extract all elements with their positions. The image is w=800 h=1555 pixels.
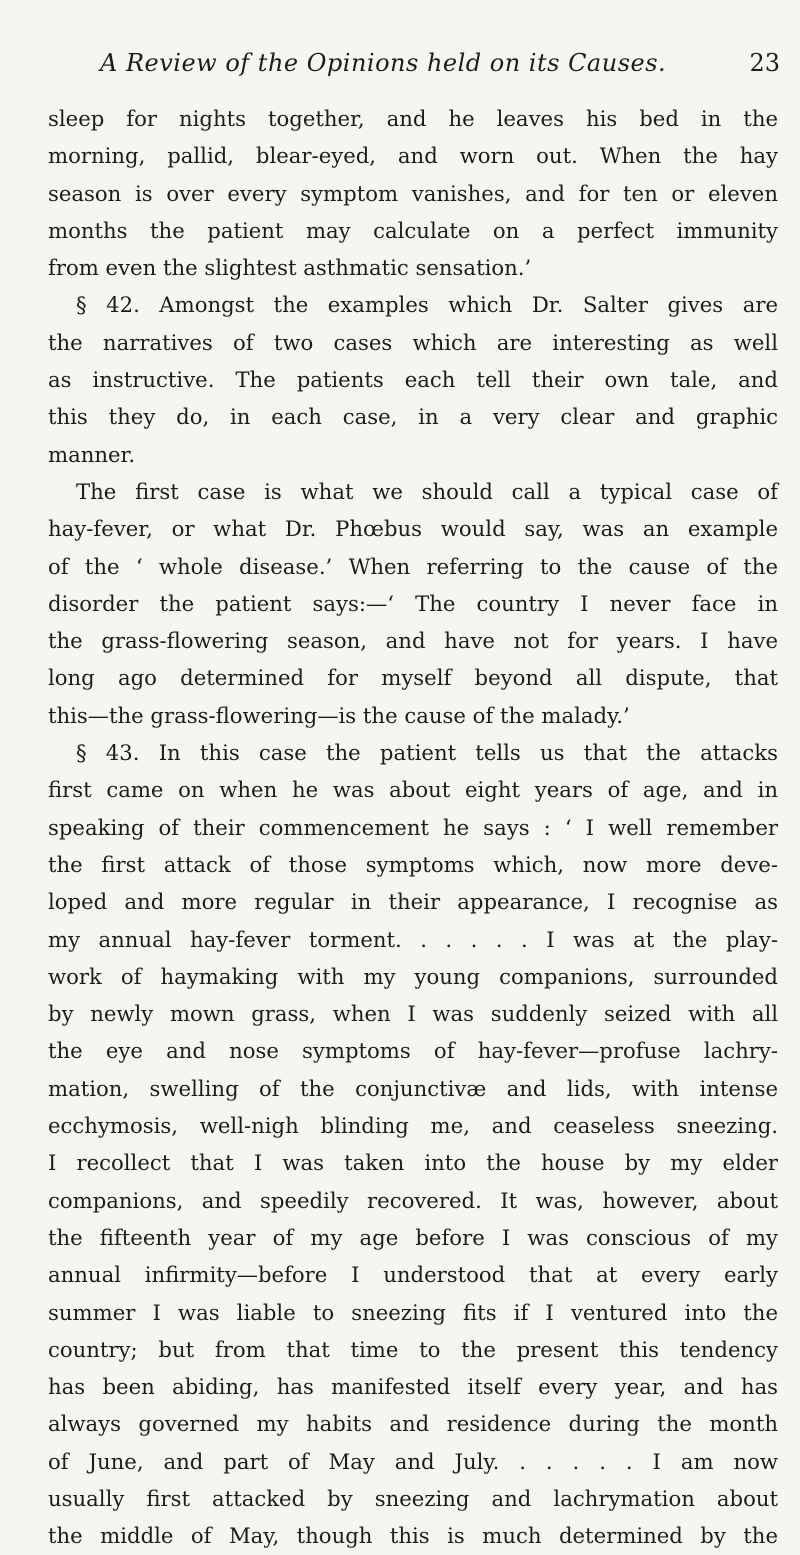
body-text xyxy=(48,100,778,1555)
text-line: usually first attacked by sneezing and lachrymation about xyxy=(48,1485,778,1511)
text-line: long ago determined for myself beyond all dispute, that xyxy=(48,665,778,691)
text-line: the grass-flowering season, and have not for years. I have xyxy=(48,628,778,654)
text-line: disorder the patient says:—‘ The country I never face in xyxy=(48,590,778,616)
text-line: ecchymosis, well-nigh blinding me, and ceaseless sneezing. xyxy=(48,1113,778,1139)
text-line: morning, pallid, blear-eyed, and worn out. When the hay xyxy=(48,143,778,169)
text-line: manner. xyxy=(48,441,136,467)
text-line: mation, swelling of the conjunctivæ and lids, with intense xyxy=(48,1075,778,1101)
text-line: work of haymaking with my young companions, surrounded xyxy=(48,963,778,989)
text-line: the first attack of those symptoms which, now more deve- xyxy=(48,851,778,877)
text-line: speaking of their commencement he says : ‘ I well remember xyxy=(48,814,778,840)
page-number: 23 xyxy=(749,49,780,77)
text-line: country; but from that time to the present this tendency xyxy=(48,1336,778,1362)
text-line: has been abiding, has manifested itself every year, and has xyxy=(48,1374,778,1400)
text-line: by newly mown grass, when I was suddenly seized with all xyxy=(48,1001,778,1027)
text-line: as instructive. The patients each tell their own tale, and xyxy=(48,367,778,393)
text-line: this they do, in each case, in a very clear and graphic xyxy=(48,404,778,430)
text-line: season is over every symptom vanishes, and for ten or eleven xyxy=(48,180,778,206)
text-line: from even the slightest asthmatic sensation.’ xyxy=(48,255,532,281)
text-line: loped and more regular in their appearance, I recognise as xyxy=(48,889,778,915)
text-line: the middle of May, though this is much determined by the xyxy=(48,1523,778,1549)
text-line: hay-fever, or what Dr. Phœbus would say, was an example xyxy=(48,516,778,542)
text-line: § 42. Amongst the examples which Dr. Salter gives are xyxy=(76,292,778,318)
text-line: companions, and speedily recovered. It was, however, about xyxy=(48,1187,778,1213)
text-line: of June, and part of May and July. . . . . . I am now xyxy=(48,1448,778,1474)
running-head-title: A Review of the Opinions held on its Causes. xyxy=(100,49,667,77)
text-line: the eye and nose symptoms of hay-fever—profuse lachry- xyxy=(48,1038,778,1064)
text-line: my annual hay-fever torment. . . . . . I was at the play- xyxy=(48,926,778,952)
text-line: the fifteenth year of my age before I was conscious of my xyxy=(48,1224,778,1250)
text-line: sleep for nights together, and he leaves his bed in the xyxy=(48,106,778,131)
text-line: § 43. In this case the patient tells us that the attacks xyxy=(76,740,778,766)
text-line: always governed my habits and residence during the month xyxy=(48,1411,778,1437)
text-line: this—the grass-flowering—is the cause of the malady.’ xyxy=(48,702,630,728)
text-line: summer I was liable to sneezing fits if I ventured into the xyxy=(48,1299,778,1325)
text-line: annual infirmity—before I understood that at every early xyxy=(48,1262,778,1288)
running-head xyxy=(100,38,780,88)
text-line: the narratives of two cases which are interesting as well xyxy=(48,329,778,355)
text-line: months the patient may calculate on a perfect immunity xyxy=(48,217,778,243)
text-line: The first case is what we should call a typical case of xyxy=(76,478,778,504)
text-line: I recollect that I was taken into the house by my elder xyxy=(48,1150,778,1176)
text-line: of the ‘ whole disease.’ When referring to the cause of the xyxy=(48,553,778,579)
text-line: first came on when he was about eight years of age, and in xyxy=(48,777,778,803)
